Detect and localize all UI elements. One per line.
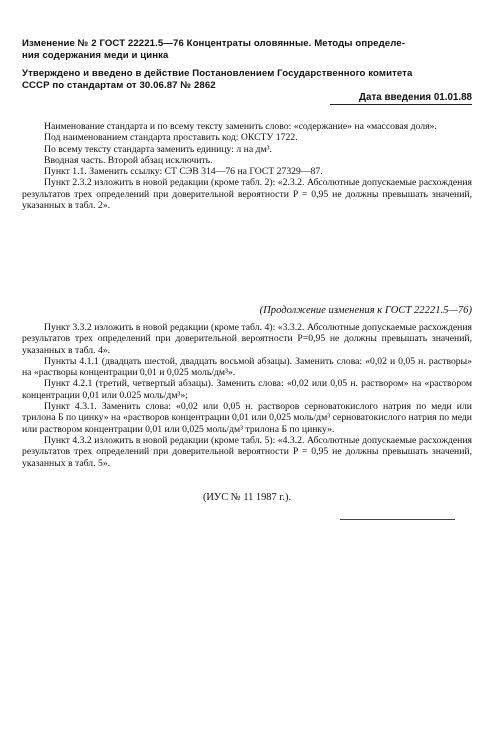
amendment-title	[22, 38, 472, 62]
approval-line-1: Утверждено и введено в действие Постановлением Государственного комитета	[22, 68, 413, 79]
amendment-part-2	[22, 322, 472, 469]
paragraph: Вводная часть. Второй абзац исключить.	[44, 154, 213, 166]
approval-statement	[22, 68, 472, 92]
amendment-title-line-2: ния содержания меди и цинка	[22, 50, 169, 61]
paragraph: Пункт 2.3.2 изложить в новой редакции (кроме табл. 2): «2.3.2. Абсолютные допускаемые расхождения результатов трех определений при доверительной вероятности P = 0,95 не должны превышать значений, указанных в табл. 2».	[22, 177, 472, 212]
paragraph: Пункт 4.3.2 изложить в новой редакции (кроме табл. 5): «4.3.2. Абсолютные допускаемые расхождения результатов трех определений при доверительной вероятности P = 0,95 не должны превышать значений, указанных в табл. 5».	[22, 434, 472, 469]
paragraph: Пункт 1.1. Заменить ссылку: СТ СЭВ 314—76 на ГОСТ 27329—87.	[44, 166, 323, 178]
amendment-part-1	[22, 121, 472, 211]
paragraph: Пункт 4.3.1. Заменить слова: «0,02 или 0,05 н. растворов серноватокислого натрия по меди или трилона Б по цинку» на «растворов концентрации 0,01 или 0,025 моль/дм³ серноватокислого натрия по меди или раствором концентрации 0,01 или 0,025 моль/дм³ трилона Б по цинку».	[22, 401, 472, 435]
paragraph: Пункты 4.1.1 (двадцать шестой, двадцать восьмой абзацы). Заменить слова: «0,02 и 0,05 н. растворы» на «растворы концентрации 0,01 и 0,025 моль/дм³».	[22, 355, 472, 379]
paragraph: Пункт 4.2.1 (третий, четвертый абзацы). Заменить слова: «0,02 или 0,05 н. раствором» на «раствором концентрации 0,01 или 0.025 моль/дм³»;	[22, 378, 472, 401]
continuation-heading: (Продолжение изменения к ГОСТ 22221.5—76)	[259, 305, 472, 316]
approval-line-2: СССР по стандартам от 30.06.87 № 2862	[22, 80, 216, 91]
end-rule	[340, 519, 455, 520]
paragraph: Под наименованием стандарта проставить код: ОКСТУ 1722.	[44, 132, 298, 144]
paragraph: По всему тексту стандарта заменить единицу: л на дм³.	[44, 143, 272, 155]
ius-reference: (ИУС № 11 1987 г.).	[202, 492, 292, 503]
paragraph: Пункт 3.3.2 изложить в новой редакции (кроме табл. 4): «3.3.2. Абсолютные допускаемые расхождения результатов трех определений при доверительной вероятности P=0,95 не должны превышать значений, указанных в табл. 4».	[22, 322, 472, 356]
amendment-title-line-1: Изменение № 2 ГОСТ 22221.5—76 Концентраты оловянные. Методы определе-	[22, 38, 406, 49]
effective-date: Дата введения 01.01.88	[330, 92, 472, 105]
paragraph: Наименование стандарта и по всему тексту заменить слово: «содержание» на «массовая доля».	[44, 121, 437, 132]
